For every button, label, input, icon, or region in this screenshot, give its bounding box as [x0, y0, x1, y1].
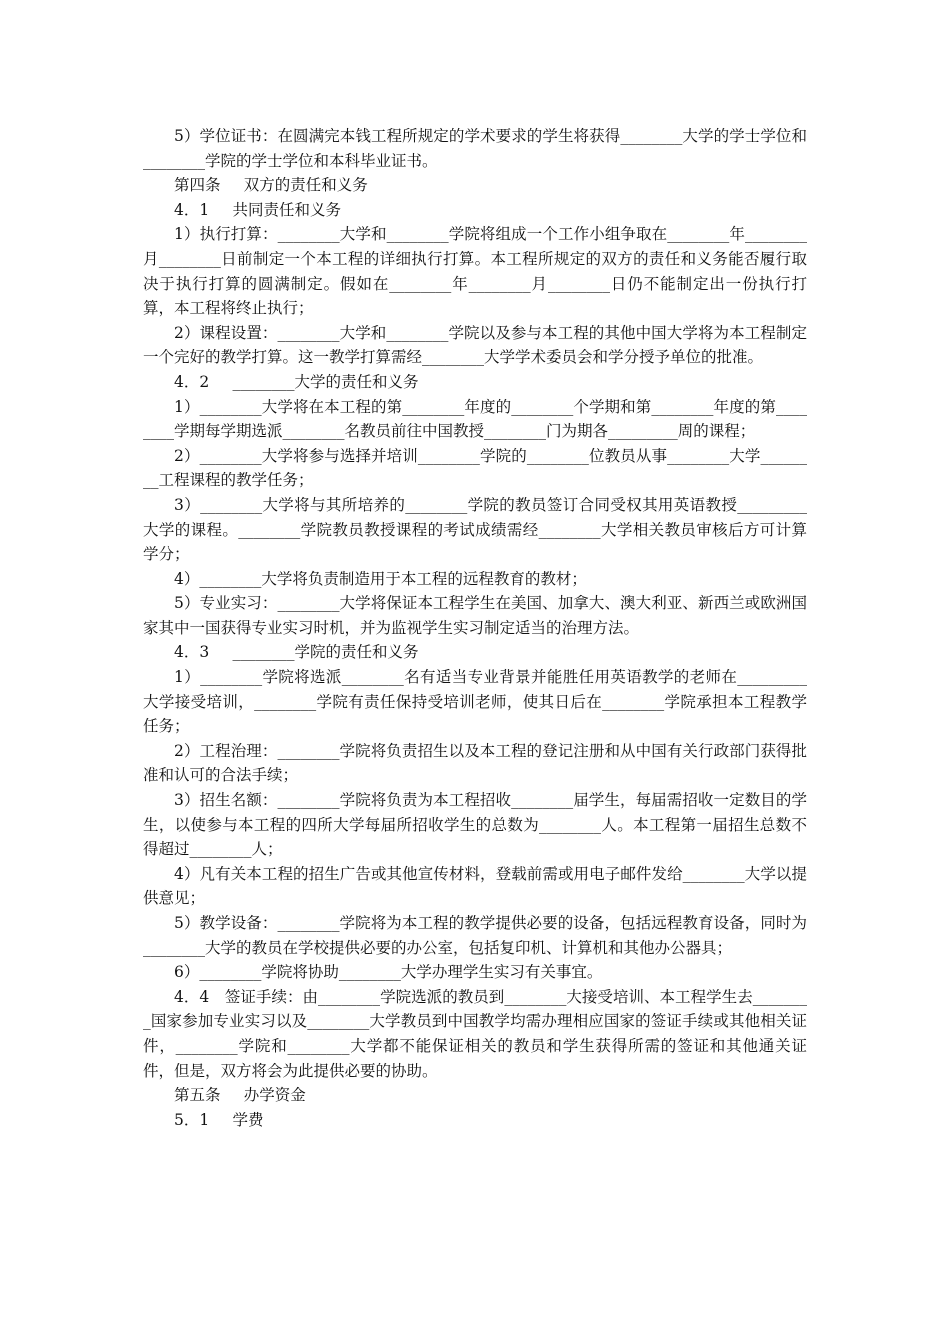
section-number: 第五条 [174, 1086, 221, 1105]
body-paragraph: 5）学位证书：在圆满完本钱工程所规定的学术要求的学生将获得________大学的学士学位和________学院的学士学位和本科毕业证书。 [143, 127, 807, 170]
section-number: 4．3 [174, 643, 210, 662]
section-number: 4．1 [174, 200, 210, 219]
body-paragraph: 3）________大学将与其所培养的________学院的教员签订合同受权其用英语教授_________大学的课程。________学院教员教授课程的考试成绩需经________大学相关教员审核后方可计算学分； [143, 495, 807, 564]
section-number: 4．2 [174, 372, 210, 391]
body-paragraph: 5）教学设备：________学院将为本工程的教学提供必要的设备，包括远程教育设备，同时为________大学的教员在学校提供必要的办公室，包括复印机、计算机和其他办公器具； [143, 914, 807, 957]
document-body [143, 124, 807, 1132]
section-title: 学费 [232, 1110, 264, 1129]
section-number: 第四条 [174, 176, 221, 195]
section-number: 5．1 [174, 1110, 210, 1129]
section-heading [143, 1083, 807, 1108]
section-title: ________学院的责任和义务 [232, 643, 419, 662]
body-paragraph: 1）________大学将在本工程的第________年度的________个学期和第________年度的第________学期每学期选派________名教员前往中国教授________门为期各_________周的课程； [143, 397, 807, 441]
section-title: 双方的责任和义务 [243, 176, 368, 195]
body-paragraph: 4）________大学将负责制造用于本工程的远程教育的教材； [174, 569, 587, 588]
section-title: ________大学的责任和义务 [232, 372, 419, 391]
body-paragraph: 4．4 签证手续：由________学院选派的教员到________大接受培训、本工程学生去________国家参加专业实习以及________大学教员到中国教学均需办理相应国家的签证手续或其他相关证件，________学院和________大学都不能保证相关的教员和学生获得所需的签证和其他通关证件，但是，双方将会为此提供必要的协助。 [143, 987, 807, 1080]
section-title: 共同责任和义务 [232, 200, 341, 219]
body-paragraph: 3）招生名额：________学院将负责为本工程招收________届学生，每届需招收一定数目的学生，以使参与本工程的四所大学每届所招收学生的总数为________人。本工程第一届招生总数不得超过________人； [143, 791, 807, 859]
section-heading [143, 640, 807, 665]
body-paragraph: 1）执行打算：________大学和________学院将组成一个工作小组争取在________年________月________日前制定一个本工程的详细执行打算。本工程所规定的双方的责任和义务能否履行取决于执行打算的圆满制定。假如在________年________月________日仍不能制定出一份执行打算，本工程将终止执行； [143, 225, 807, 318]
section-heading [143, 370, 807, 395]
section-heading [143, 173, 807, 198]
body-paragraph: 6）________学院将协助________大学办理学生实习有关事宜。 [174, 963, 603, 982]
body-paragraph: 2）课程设置：________大学和________学院以及参与本工程的其他中国大学将为本工程制定一个完好的教学打算。这一教学打算需经________大学学术委员会和学分授予单位的批准。 [143, 323, 807, 367]
body-paragraph: 4）凡有关本工程的招生广告或其他宣传材料，登载前需或用电子邮件发给________大学以提供意见； [143, 864, 807, 908]
body-paragraph: 5）专业实习：________大学将保证本工程学生在美国、加拿大、澳大利亚、新西兰或欧洲国家其中一国获得专业实习时机，并为监视学生实习制定适当的治理方法。 [143, 594, 807, 637]
body-paragraph: 1）________学院将选派________名有适当专业背景并能胜任用英语教学的老师在_________大学接受培训，________学院有责任保持受培训老师，使其日后在________学院承担本工程教学任务； [143, 668, 807, 736]
section-title: 办学资金 [243, 1086, 306, 1105]
section-heading [143, 198, 807, 223]
body-paragraph: 2）________大学将参与选择并培训________学院的________位教员从事________大学________工程课程的教学任务； [143, 446, 807, 490]
section-heading [143, 1108, 807, 1133]
body-paragraph: 2）工程治理：________学院将负责招生以及本工程的登记注册和从中国有关行政部门获得批准和认可的合法手续； [143, 741, 807, 785]
